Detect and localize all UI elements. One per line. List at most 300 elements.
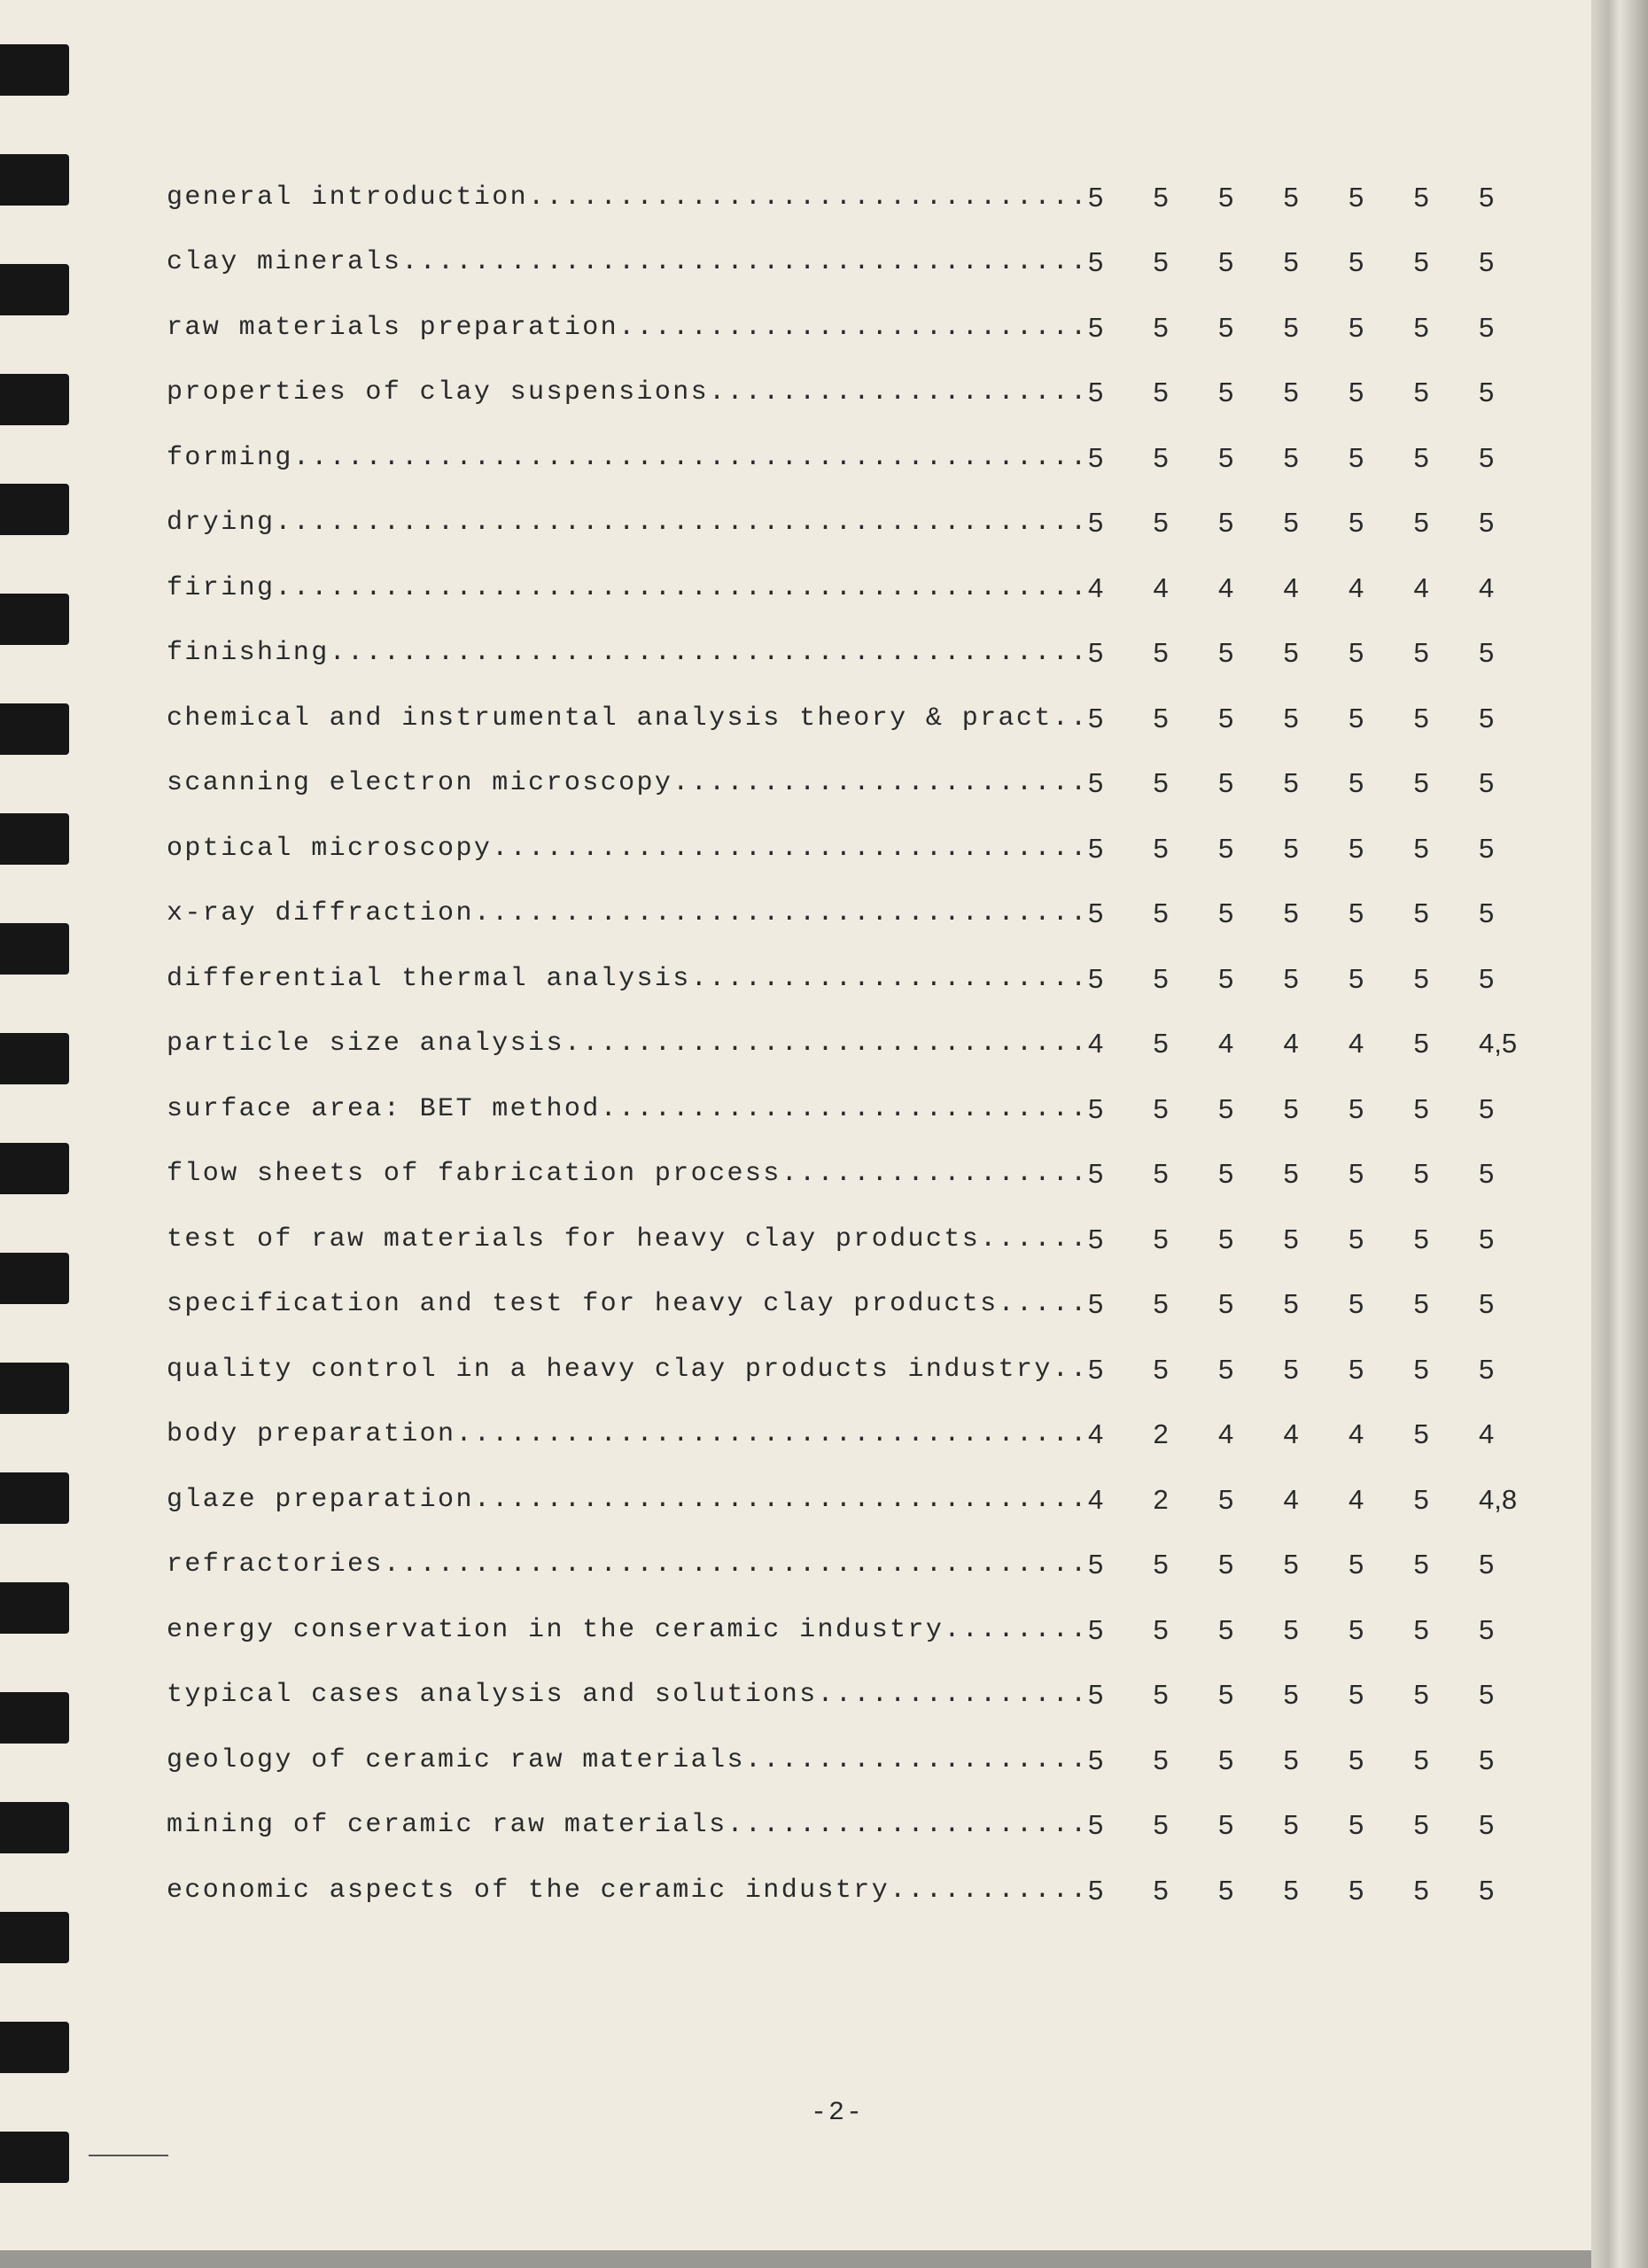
rating-value: 5	[1479, 702, 1495, 734]
list-item	[167, 1533, 1584, 1598]
list-item	[167, 1207, 1584, 1272]
rating-value: 5	[1153, 181, 1169, 213]
topic-label	[167, 834, 1088, 864]
rating-value: 5	[1088, 1223, 1104, 1254]
rating-value: 5	[1218, 181, 1234, 213]
rating-value: 5	[1153, 962, 1169, 994]
rating-value: 5	[1088, 181, 1104, 213]
rating-value: 5	[1349, 1353, 1364, 1385]
leader-dots	[275, 508, 1088, 538]
rating-value: 5	[1088, 1353, 1104, 1385]
list-item	[167, 946, 1584, 1012]
topic-text: test of raw materials for heavy clay products	[167, 1223, 981, 1254]
topic-text: general introduction	[167, 182, 529, 213]
binding-hole	[0, 1582, 69, 1634]
rating-value: 5	[1413, 1223, 1429, 1254]
topic-label	[167, 638, 1088, 668]
rating-value: 5	[1088, 962, 1104, 994]
topic-label	[167, 1159, 1088, 1189]
rating-value: 5	[1283, 377, 1299, 408]
rating-value: 5	[1088, 441, 1104, 473]
page-stack-edge	[1591, 0, 1648, 2268]
binding-hole	[0, 1802, 69, 1853]
rating-value: 5	[1479, 897, 1495, 929]
rating-value: 4	[1088, 571, 1104, 603]
rating-value: 5	[1413, 1613, 1429, 1645]
list-item	[167, 1858, 1584, 1923]
rating-value: 5	[1413, 1874, 1429, 1906]
rating-value: 4	[1218, 1418, 1234, 1450]
rating-value: 5	[1153, 246, 1169, 278]
list-item	[167, 1467, 1584, 1533]
rating-value: 5	[1479, 767, 1495, 799]
rating-value: 2	[1153, 1418, 1169, 1450]
topic-text: differential thermal analysis	[167, 963, 691, 994]
rating-value: 5	[1283, 507, 1299, 539]
list-item	[167, 295, 1584, 361]
rating-value: 5	[1413, 1028, 1429, 1060]
leader-dots	[691, 964, 1088, 994]
list-item	[167, 1402, 1584, 1468]
rating-value: 5	[1283, 832, 1299, 864]
rating-value: 5	[1088, 832, 1104, 864]
rating-value: 5	[1479, 507, 1495, 539]
rating-value: 5	[1088, 246, 1104, 278]
rating-value: 4,8	[1479, 1483, 1518, 1515]
rating-value: 5	[1349, 1549, 1364, 1581]
rating-value: 5	[1413, 832, 1429, 864]
rating-value: 5	[1218, 702, 1234, 734]
list-item	[167, 555, 1584, 621]
binding-hole	[0, 374, 69, 425]
binding-hole	[0, 484, 69, 535]
topic-label	[167, 964, 1088, 994]
topic-text: finishing	[167, 638, 330, 669]
rating-value: 5	[1413, 377, 1429, 408]
topic-label	[167, 313, 1088, 343]
rating-value: 5	[1283, 311, 1299, 343]
rating-value: 5	[1413, 767, 1429, 799]
rating-value: 5	[1218, 1549, 1234, 1581]
rating-value: 5	[1349, 246, 1364, 278]
rating-value: 5	[1479, 246, 1495, 278]
leader-dots	[709, 377, 1088, 408]
rating-value: 4	[1349, 1483, 1364, 1515]
binding-hole	[0, 2022, 69, 2073]
topic-text: optical microscopy	[167, 833, 493, 864]
rating-value: 5	[1283, 246, 1299, 278]
rating-value: 5	[1283, 1549, 1299, 1581]
leader-dots	[999, 1289, 1088, 1319]
rating-value: 5	[1283, 1679, 1299, 1711]
rating-value: 5	[1413, 1744, 1429, 1775]
topic-text: clay minerals	[167, 247, 402, 278]
rating-value: 5	[1413, 181, 1429, 213]
rating-value: 4	[1088, 1418, 1104, 1450]
rating-value: 2	[1153, 1483, 1169, 1515]
topic-label	[167, 1680, 1088, 1710]
topic-label	[167, 377, 1088, 408]
leader-dots	[401, 247, 1088, 277]
topic-text: forming	[167, 442, 293, 473]
leader-dots	[474, 898, 1088, 928]
list-item	[167, 230, 1584, 296]
list-item	[167, 361, 1584, 426]
topic-text: x-ray diffraction	[167, 898, 474, 929]
rating-value: 5	[1349, 1809, 1364, 1841]
topic-label	[167, 768, 1088, 798]
rating-value: 5	[1413, 507, 1429, 539]
list-item	[167, 686, 1584, 751]
list-item	[167, 1272, 1584, 1338]
rating-value: 4	[1413, 571, 1429, 603]
list-item	[167, 1337, 1584, 1402]
rating-value: 5	[1218, 962, 1234, 994]
rating-value: 5	[1413, 702, 1429, 734]
rating-value: 5	[1283, 1288, 1299, 1320]
topic-label	[167, 1094, 1088, 1124]
rating-value: 5	[1218, 1288, 1234, 1320]
rating-value: 5	[1153, 1288, 1169, 1320]
rating-value: 5	[1413, 311, 1429, 343]
rating-value: 5	[1479, 637, 1495, 669]
rating-value: 5	[1283, 1353, 1299, 1385]
rating-value: 5	[1218, 507, 1234, 539]
rating-value: 5	[1413, 1418, 1429, 1450]
rating-value: 5	[1088, 1679, 1104, 1711]
rating-value: 5	[1218, 1158, 1234, 1190]
rating-value: 5	[1479, 377, 1495, 408]
leader-dots	[384, 1550, 1088, 1580]
topic-text: economic aspects of the ceramic industry	[167, 1875, 890, 1906]
list-item	[167, 425, 1584, 491]
rating-value: 5	[1349, 897, 1364, 929]
rating-value: 5	[1153, 1809, 1169, 1841]
leader-dots	[293, 443, 1088, 473]
leader-dots	[727, 1810, 1089, 1840]
rating-value: 5	[1479, 1353, 1495, 1385]
rating-value: 5	[1479, 1679, 1495, 1711]
rating-value: 5	[1283, 441, 1299, 473]
rating-value: 5	[1218, 1483, 1234, 1515]
rating-value: 5	[1218, 377, 1234, 408]
rating-value: 5	[1153, 1028, 1169, 1060]
rating-value: 5	[1349, 181, 1364, 213]
rating-value: 4	[1479, 571, 1495, 603]
leader-dots	[890, 1876, 1088, 1906]
rating-value: 5	[1413, 1353, 1429, 1385]
binding-hole	[0, 594, 69, 645]
rating-value: 5	[1349, 1223, 1364, 1254]
topic-label	[167, 1550, 1088, 1580]
rating-value: 5	[1349, 1874, 1364, 1906]
rating-value: 5	[1479, 311, 1495, 343]
rating-value: 4	[1088, 1028, 1104, 1060]
leader-dots	[564, 1029, 1088, 1059]
topic-label	[167, 898, 1088, 928]
topic-text: refractories	[167, 1550, 384, 1581]
rating-value: 5	[1413, 441, 1429, 473]
rating-value: 4	[1349, 571, 1364, 603]
rating-value: 5	[1413, 1549, 1429, 1581]
binding-hole	[0, 1033, 69, 1084]
binding-hole	[0, 1143, 69, 1194]
rating-value: 5	[1413, 637, 1429, 669]
topic-text: properties of clay suspensions	[167, 377, 710, 408]
rating-value: 4	[1218, 571, 1234, 603]
rating-value: 5	[1153, 637, 1169, 669]
rating-value: 5	[1088, 1288, 1104, 1320]
rating-value: 5	[1283, 702, 1299, 734]
leader-dots	[492, 834, 1088, 864]
topic-text: typical cases analysis and solutions	[167, 1680, 818, 1711]
rating-value: 5	[1349, 377, 1364, 408]
rating-value: 5	[1349, 1744, 1364, 1775]
rating-value: 5	[1283, 1613, 1299, 1645]
rating-value: 5	[1153, 377, 1169, 408]
rating-value: 5	[1283, 1744, 1299, 1775]
leader-dots	[745, 1745, 1088, 1775]
rating-value: 5	[1088, 1744, 1104, 1775]
rating-value: 5	[1088, 767, 1104, 799]
rating-value: 5	[1283, 962, 1299, 994]
rating-value: 4	[1349, 1418, 1364, 1450]
list-item	[167, 1597, 1584, 1663]
rating-value: 5	[1283, 1158, 1299, 1190]
topic-text: surface area: BET method	[167, 1093, 601, 1124]
rating-value: 5	[1479, 1809, 1495, 1841]
rating-value: 5	[1153, 507, 1169, 539]
rating-value: 5	[1218, 1744, 1234, 1775]
rating-value: 5	[1479, 1223, 1495, 1254]
rating-value: 5	[1088, 1613, 1104, 1645]
rating-value: 5	[1218, 1874, 1234, 1906]
leader-dots	[781, 1159, 1088, 1189]
rating-value: 5	[1349, 637, 1364, 669]
rating-value: 5	[1218, 1092, 1234, 1124]
rating-value: 5	[1153, 1223, 1169, 1254]
topic-label	[167, 1745, 1088, 1775]
topic-label	[167, 1355, 1088, 1385]
rating-value: 5	[1218, 767, 1234, 799]
binding-hole	[0, 703, 69, 755]
rating-value: 4	[1153, 571, 1169, 603]
rating-value: 5	[1153, 311, 1169, 343]
topic-text: drying	[167, 508, 276, 539]
course-ratings-list	[167, 165, 1584, 1923]
topic-label	[167, 1419, 1088, 1449]
rating-value: 5	[1413, 897, 1429, 929]
rating-value: 5	[1349, 832, 1364, 864]
rating-value: 5	[1413, 1092, 1429, 1124]
rating-value: 5	[1413, 1158, 1429, 1190]
rating-value: 5	[1218, 897, 1234, 929]
rating-value: 5	[1479, 181, 1495, 213]
footer-rule	[89, 2155, 168, 2156]
rating-value: 5	[1153, 832, 1169, 864]
rating-value: 5	[1283, 1092, 1299, 1124]
rating-value: 5	[1088, 897, 1104, 929]
rating-value: 5	[1349, 1092, 1364, 1124]
topic-text: geology of ceramic raw materials	[167, 1744, 745, 1775]
leader-dots	[672, 768, 1088, 798]
list-item	[167, 816, 1584, 882]
leader-dots	[944, 1615, 1088, 1645]
leader-dots	[330, 638, 1088, 668]
leader-dots	[601, 1094, 1088, 1124]
list-item	[167, 751, 1584, 817]
rating-value: 4	[1283, 571, 1299, 603]
binding-hole	[0, 923, 69, 975]
rating-value: 5	[1153, 1158, 1169, 1190]
rating-value: 5	[1153, 1613, 1169, 1645]
rating-value: 5	[1413, 962, 1429, 994]
topic-text: energy conservation in the ceramic industry	[167, 1614, 944, 1645]
rating-value: 4,5	[1479, 1028, 1518, 1060]
topic-label	[167, 703, 1088, 734]
topic-text: quality control in a heavy clay products industry	[167, 1354, 1053, 1385]
rating-value: 4	[1283, 1028, 1299, 1060]
topic-label	[167, 1810, 1088, 1840]
rating-value: 5	[1283, 181, 1299, 213]
rating-value: 4	[1479, 1418, 1495, 1450]
rating-value: 5	[1153, 1353, 1169, 1385]
rating-value: 5	[1349, 441, 1364, 473]
rating-value: 5	[1218, 832, 1234, 864]
list-item	[167, 491, 1584, 556]
rating-value: 5	[1349, 767, 1364, 799]
rating-value: 5	[1283, 897, 1299, 929]
rating-value: 5	[1218, 1353, 1234, 1385]
topic-text: scanning electron microscopy	[167, 768, 673, 799]
list-item	[167, 1793, 1584, 1859]
binding-hole	[0, 1472, 69, 1524]
rating-value: 5	[1218, 1223, 1234, 1254]
leader-dots	[455, 1419, 1088, 1449]
rating-value: 5	[1218, 246, 1234, 278]
topic-text: raw materials preparation	[167, 312, 619, 343]
rating-value: 5	[1479, 1613, 1495, 1645]
rating-value: 5	[1153, 1744, 1169, 1775]
rating-value: 5	[1153, 767, 1169, 799]
rating-value: 4	[1283, 1483, 1299, 1515]
rating-value: 5	[1283, 1809, 1299, 1841]
rating-value: 4	[1218, 1028, 1234, 1060]
rating-value: 5	[1088, 1549, 1104, 1581]
topic-text: glaze preparation	[167, 1484, 474, 1515]
rating-value: 5	[1349, 1613, 1364, 1645]
leader-dots	[1070, 703, 1088, 734]
binding-hole	[0, 1253, 69, 1304]
rating-value: 5	[1479, 441, 1495, 473]
rating-value: 5	[1283, 1874, 1299, 1906]
rating-value: 5	[1218, 441, 1234, 473]
leader-dots	[980, 1224, 1088, 1254]
topic-text: body preparation	[167, 1419, 456, 1450]
rating-value: 5	[1088, 1092, 1104, 1124]
rating-value: 5	[1349, 311, 1364, 343]
rating-value: 5	[1349, 702, 1364, 734]
rating-value: 5	[1088, 1809, 1104, 1841]
binding-hole	[0, 1912, 69, 1963]
rating-value: 5	[1479, 962, 1495, 994]
leader-dots	[818, 1680, 1088, 1710]
rating-value: 5	[1153, 1549, 1169, 1581]
rating-value: 5	[1153, 1092, 1169, 1124]
rating-value: 4	[1283, 1418, 1299, 1450]
topic-text: flow sheets of fabrication process	[167, 1159, 781, 1190]
rating-value: 5	[1088, 311, 1104, 343]
rating-value: 5	[1479, 1092, 1495, 1124]
list-item	[167, 1012, 1584, 1077]
topic-label	[167, 1289, 1088, 1319]
rating-value: 5	[1283, 1223, 1299, 1254]
list-item	[167, 1076, 1584, 1142]
rating-value: 5	[1413, 1679, 1429, 1711]
binding-hole	[0, 44, 69, 96]
topic-text: mining of ceramic raw materials	[167, 1810, 727, 1841]
rating-value: 5	[1153, 702, 1169, 734]
topic-label	[167, 183, 1088, 213]
rating-value: 5	[1218, 1809, 1234, 1841]
binding-hole	[0, 264, 69, 315]
rating-value: 5	[1088, 1874, 1104, 1906]
rating-value: 5	[1349, 1288, 1364, 1320]
rating-value: 5	[1413, 1809, 1429, 1841]
rating-value: 5	[1283, 767, 1299, 799]
rating-value: 5	[1153, 1679, 1169, 1711]
rating-value: 5	[1413, 1288, 1429, 1320]
topic-text: chemical and instrumental analysis theory & pract.	[167, 703, 1071, 734]
rating-value: 5	[1218, 311, 1234, 343]
rating-value: 5	[1479, 832, 1495, 864]
binding-hole	[0, 813, 69, 865]
rating-value: 5	[1479, 1874, 1495, 1906]
rating-value: 5	[1479, 1549, 1495, 1581]
rating-value: 5	[1218, 637, 1234, 669]
binding-hole	[0, 154, 69, 206]
rating-value: 5	[1088, 1158, 1104, 1190]
leader-dots	[528, 183, 1088, 213]
list-item	[167, 1728, 1584, 1793]
rating-value: 4	[1088, 1483, 1104, 1515]
list-item	[167, 882, 1584, 947]
rating-value: 5	[1349, 962, 1364, 994]
topic-label	[167, 1224, 1088, 1254]
topic-text: particle size analysis	[167, 1029, 564, 1060]
topic-label	[167, 573, 1088, 603]
topic-label	[167, 1029, 1088, 1059]
leader-dots	[275, 573, 1088, 603]
topic-label	[167, 508, 1088, 538]
rating-value: 5	[1153, 897, 1169, 929]
binding-hole	[0, 2132, 69, 2183]
rating-value: 5	[1349, 1158, 1364, 1190]
rating-value: 5	[1153, 1874, 1169, 1906]
topic-label	[167, 1876, 1088, 1906]
list-item	[167, 621, 1584, 687]
rating-value: 5	[1088, 637, 1104, 669]
list-item	[167, 165, 1584, 230]
rating-value: 4	[1349, 1028, 1364, 1060]
rating-value: 5	[1479, 1158, 1495, 1190]
topic-text: firing	[167, 572, 276, 603]
leader-dots	[474, 1485, 1088, 1515]
list-item	[167, 1142, 1584, 1208]
rating-value: 5	[1088, 377, 1104, 408]
rating-value: 5	[1218, 1613, 1234, 1645]
rating-value: 5	[1218, 1679, 1234, 1711]
